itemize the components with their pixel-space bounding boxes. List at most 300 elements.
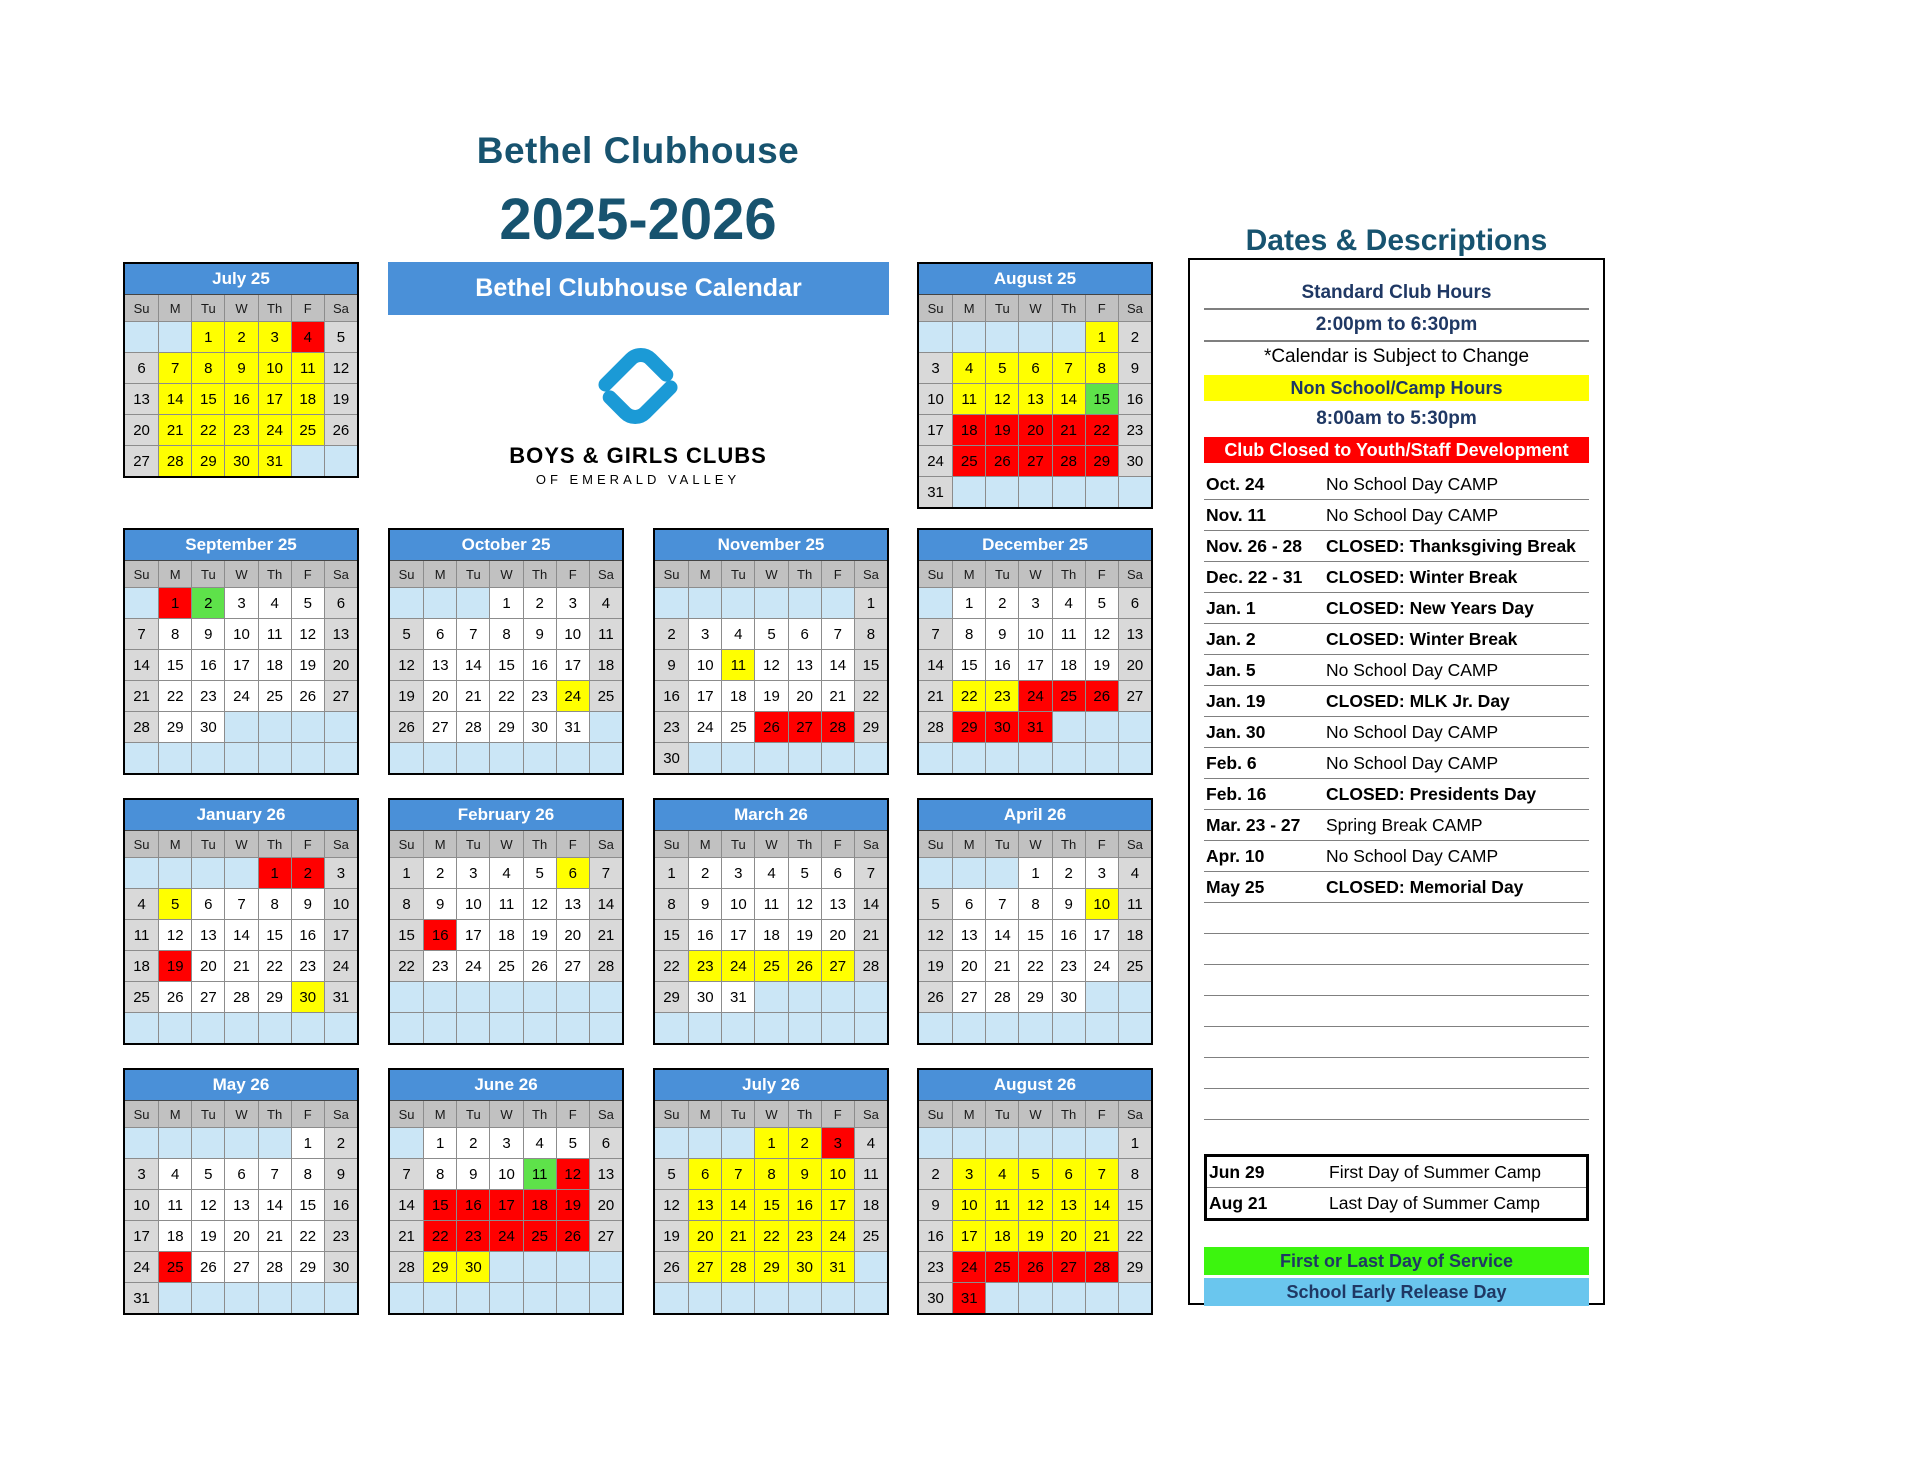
weekday-label: Su: [655, 831, 688, 857]
date-row: [1204, 593, 1589, 624]
day-cell: 21: [721, 1220, 754, 1251]
date-row: [1204, 841, 1589, 872]
day-cell: 20: [589, 1189, 622, 1220]
day-cell: 25: [952, 445, 985, 476]
weekday-label: W: [224, 295, 257, 321]
day-cell: 14: [456, 649, 489, 680]
day-cell: 4: [985, 1158, 1018, 1189]
day-cell: 11: [125, 919, 158, 950]
day-cell: 4: [721, 618, 754, 649]
day-cell: 22: [191, 414, 224, 445]
weekday-label: W: [754, 561, 787, 587]
blank-cell: [556, 981, 589, 1012]
date-description: CLOSED: Presidents Day: [1326, 783, 1537, 804]
day-grid: [125, 1127, 357, 1313]
weekday-label: M: [952, 295, 985, 321]
blank-cell: [1085, 742, 1118, 773]
blank-cell: [324, 711, 357, 742]
day-cell: 25: [1118, 950, 1151, 981]
blank-cell: [788, 1012, 821, 1043]
month-august-26: [917, 1068, 1153, 1315]
day-cell: 15: [291, 1189, 324, 1220]
blank-cell: [754, 1012, 787, 1043]
blank-cell: [854, 1282, 887, 1313]
blank-cell: [688, 742, 721, 773]
month-october-25: [388, 528, 624, 775]
day-cell: 12: [788, 888, 821, 919]
day-cell: 27: [423, 711, 456, 742]
day-cell: 25: [589, 680, 622, 711]
day-cell: 8: [291, 1158, 324, 1189]
day-cell: 18: [258, 649, 291, 680]
blank-cell: [788, 981, 821, 1012]
day-cell: 9: [191, 618, 224, 649]
blank-cell: [1018, 1282, 1051, 1313]
blank-cell: [158, 1127, 191, 1158]
blank-cell: [655, 587, 688, 618]
day-cell: 27: [224, 1251, 257, 1282]
blank-cell: [258, 1012, 291, 1043]
day-cell: 2: [1052, 857, 1085, 888]
weekday-label: Su: [919, 1101, 952, 1127]
day-cell: 3: [952, 1158, 985, 1189]
day-cell: 3: [556, 587, 589, 618]
date-label: May 25: [1206, 876, 1265, 897]
blank-cell: [324, 445, 357, 476]
day-cell: 19: [324, 383, 357, 414]
date-list: [1204, 469, 1589, 903]
day-cell: 28: [1052, 445, 1085, 476]
blank-cell: [821, 1012, 854, 1043]
day-cell: 8: [1085, 352, 1118, 383]
day-cell: 7: [1085, 1158, 1118, 1189]
day-cell: 23: [324, 1220, 357, 1251]
day-cell: 5: [191, 1158, 224, 1189]
blank-cell: [985, 476, 1018, 507]
day-cell: 24: [919, 445, 952, 476]
blank-cell: [390, 742, 423, 773]
day-cell: 2: [456, 1127, 489, 1158]
day-cell: 1: [191, 321, 224, 352]
weekday-label: W: [1018, 831, 1051, 857]
date-label: Jan. 5: [1206, 659, 1256, 680]
day-cell: 21: [456, 680, 489, 711]
blank-cell: [919, 857, 952, 888]
blank-cell: [1052, 1127, 1085, 1158]
day-cell: 26: [1018, 1251, 1051, 1282]
day-cell: 3: [456, 857, 489, 888]
non-school-hours-banner: Non School/Camp Hours: [1204, 375, 1589, 401]
day-cell: 19: [523, 919, 556, 950]
weekday-label: Th: [523, 1101, 556, 1127]
day-cell: 14: [224, 919, 257, 950]
day-cell: 27: [125, 445, 158, 476]
day-cell: 17: [1018, 649, 1051, 680]
day-cell: 23: [655, 711, 688, 742]
day-cell: 26: [191, 1251, 224, 1282]
day-cell: 6: [1018, 352, 1051, 383]
month-title: September 25: [125, 530, 357, 560]
day-cell: 16: [324, 1189, 357, 1220]
date-description: CLOSED: Memorial Day: [1326, 876, 1524, 897]
weekday-label: Tu: [985, 561, 1018, 587]
day-cell: 23: [523, 680, 556, 711]
day-cell: 20: [821, 919, 854, 950]
blank-cell: [191, 1012, 224, 1043]
day-cell: 24: [821, 1220, 854, 1251]
day-cell: 9: [788, 1158, 821, 1189]
day-cell: 15: [655, 919, 688, 950]
standard-hours-time: 2:00pm to 6:30pm: [1315, 314, 1478, 335]
day-cell: 14: [985, 919, 1018, 950]
day-cell: 30: [788, 1251, 821, 1282]
day-cell: 3: [224, 587, 257, 618]
day-cell: 12: [919, 919, 952, 950]
weekday-label: Sa: [589, 561, 622, 587]
day-cell: 7: [985, 888, 1018, 919]
blank-cell: [754, 1282, 787, 1313]
day-cell: 12: [985, 383, 1018, 414]
weekday-label: Su: [655, 1101, 688, 1127]
blank-cell: [985, 1127, 1018, 1158]
blank-cell: [390, 587, 423, 618]
day-cell: 9: [456, 1158, 489, 1189]
weekday-label: Th: [1052, 295, 1085, 321]
weekday-label: F: [556, 561, 589, 587]
blank-cell: [1085, 1282, 1118, 1313]
day-cell: 3: [821, 1127, 854, 1158]
day-cell: 5: [523, 857, 556, 888]
blank-cell: [1118, 981, 1151, 1012]
day-grid: [919, 321, 1151, 507]
day-cell: 11: [158, 1189, 191, 1220]
day-cell: 30: [456, 1251, 489, 1282]
day-cell: 13: [191, 919, 224, 950]
day-cell: 29: [258, 981, 291, 1012]
day-cell: 13: [688, 1189, 721, 1220]
day-cell: 6: [556, 857, 589, 888]
blank-cell: [456, 742, 489, 773]
day-cell: 26: [655, 1251, 688, 1282]
day-cell: 20: [324, 649, 357, 680]
day-cell: 30: [523, 711, 556, 742]
day-cell: 1: [1118, 1127, 1151, 1158]
blank-line: [1204, 996, 1589, 1027]
month-title: May 26: [125, 1070, 357, 1100]
blank-cell: [1018, 1012, 1051, 1043]
day-cell: 7: [125, 618, 158, 649]
blank-cell: [125, 587, 158, 618]
blank-cell: [523, 981, 556, 1012]
day-cell: 29: [952, 711, 985, 742]
day-cell: 3: [125, 1158, 158, 1189]
blank-cell: [523, 1282, 556, 1313]
day-cell: 24: [721, 950, 754, 981]
day-cell: 4: [589, 587, 622, 618]
day-cell: 27: [821, 950, 854, 981]
day-cell: 4: [125, 888, 158, 919]
day-cell: 22: [158, 680, 191, 711]
day-cell: 6: [224, 1158, 257, 1189]
date-row: [1204, 624, 1589, 655]
weekday-header-row: [919, 830, 1151, 857]
weekday-label: Th: [1052, 831, 1085, 857]
day-cell: 7: [919, 618, 952, 649]
day-cell: 18: [523, 1189, 556, 1220]
day-cell: 8: [1018, 888, 1051, 919]
blank-cell: [985, 742, 1018, 773]
blank-cell: [952, 1127, 985, 1158]
blank-cell: [1018, 321, 1051, 352]
day-cell: 17: [224, 649, 257, 680]
day-cell: 1: [423, 1127, 456, 1158]
day-cell: 18: [1118, 919, 1151, 950]
day-cell: 5: [985, 352, 1018, 383]
weekday-label: W: [489, 561, 522, 587]
date-row: [1204, 531, 1589, 562]
day-cell: 9: [291, 888, 324, 919]
day-cell: 11: [1052, 618, 1085, 649]
day-cell: 17: [258, 383, 291, 414]
blank-cell: [589, 711, 622, 742]
day-cell: 16: [985, 649, 1018, 680]
day-cell: 11: [589, 618, 622, 649]
blank-cell: [589, 1251, 622, 1282]
day-cell: 9: [324, 1158, 357, 1189]
blank-cell: [1118, 1012, 1151, 1043]
weekday-label: Tu: [191, 561, 224, 587]
day-cell: 15: [854, 649, 887, 680]
blank-cell: [919, 1012, 952, 1043]
weekday-label: Sa: [589, 1101, 622, 1127]
day-cell: 1: [854, 587, 887, 618]
blank-cell: [324, 1012, 357, 1043]
blank-cell: [721, 742, 754, 773]
blank-cell: [423, 587, 456, 618]
day-cell: 6: [788, 618, 821, 649]
weekday-header-row: [919, 1100, 1151, 1127]
day-cell: 31: [821, 1251, 854, 1282]
date-description: No School Day CAMP: [1326, 721, 1499, 742]
date-label: Feb. 6: [1206, 752, 1257, 773]
month-march-26: [653, 798, 889, 1045]
month-title: July 26: [655, 1070, 887, 1100]
day-cell: 17: [456, 919, 489, 950]
blank-cell: [952, 857, 985, 888]
day-grid: [919, 857, 1151, 1043]
day-cell: 4: [291, 321, 324, 352]
day-cell: 20: [556, 919, 589, 950]
day-cell: 18: [754, 919, 787, 950]
blank-cell: [721, 1012, 754, 1043]
day-cell: 8: [489, 618, 522, 649]
day-cell: 20: [788, 680, 821, 711]
blank-cell: [1118, 1282, 1151, 1313]
weekday-label: Th: [258, 295, 291, 321]
weekday-label: Su: [390, 561, 423, 587]
day-cell: 7: [224, 888, 257, 919]
day-cell: 31: [721, 981, 754, 1012]
date-description: No School Day CAMP: [1326, 473, 1499, 494]
blank-cell: [919, 742, 952, 773]
blank-cell: [390, 1127, 423, 1158]
day-cell: 27: [589, 1220, 622, 1251]
day-cell: 14: [1085, 1189, 1118, 1220]
day-cell: 2: [191, 587, 224, 618]
boys-girls-clubs-logo: [553, 336, 723, 436]
day-cell: 22: [1085, 414, 1118, 445]
day-cell: 12: [523, 888, 556, 919]
day-cell: 20: [688, 1220, 721, 1251]
day-cell: 26: [158, 981, 191, 1012]
day-cell: 17: [721, 919, 754, 950]
weekday-label: Su: [125, 561, 158, 587]
day-cell: 18: [489, 919, 522, 950]
date-description: Spring Break CAMP: [1326, 814, 1483, 835]
blank-cell: [489, 1012, 522, 1043]
day-cell: 16: [224, 383, 257, 414]
day-cell: 9: [688, 888, 721, 919]
day-cell: 6: [688, 1158, 721, 1189]
blank-cell: [919, 587, 952, 618]
day-cell: 24: [224, 680, 257, 711]
day-cell: 17: [952, 1220, 985, 1251]
logo-text-secondary: OF EMERALD VALLEY: [535, 472, 741, 487]
blank-cell: [1052, 742, 1085, 773]
logo-text-primary: BOYS & GIRLS CLUBS: [509, 443, 767, 468]
blank-cell: [258, 1282, 291, 1313]
blank-cell: [1018, 1127, 1051, 1158]
day-cell: 25: [523, 1220, 556, 1251]
day-cell: 13: [1052, 1189, 1085, 1220]
day-cell: 27: [191, 981, 224, 1012]
blank-cell: [754, 587, 787, 618]
day-cell: 28: [158, 445, 191, 476]
day-cell: 19: [985, 414, 1018, 445]
blank-cell: [324, 742, 357, 773]
day-cell: 8: [1118, 1158, 1151, 1189]
day-cell: 12: [655, 1189, 688, 1220]
day-cell: 2: [423, 857, 456, 888]
dates-descriptions-title: Dates & Descriptions: [1245, 224, 1548, 257]
blank-cell: [821, 981, 854, 1012]
day-cell: 17: [1085, 919, 1118, 950]
blank-cell: [854, 1012, 887, 1043]
day-cell: 2: [224, 321, 257, 352]
day-cell: 11: [1118, 888, 1151, 919]
day-cell: 16: [523, 649, 556, 680]
day-cell: 2: [919, 1158, 952, 1189]
blank-cell: [1018, 742, 1051, 773]
weekday-label: Tu: [456, 831, 489, 857]
day-cell: 21: [1085, 1220, 1118, 1251]
day-cell: 19: [655, 1220, 688, 1251]
date-description: First Day of Summer Camp: [1329, 1161, 1541, 1182]
blank-cell: [985, 857, 1018, 888]
day-cell: 16: [688, 919, 721, 950]
blank-line: [1204, 965, 1589, 996]
day-cell: 11: [754, 888, 787, 919]
day-cell: 21: [821, 680, 854, 711]
day-cell: 19: [291, 649, 324, 680]
blank-cell: [655, 1127, 688, 1158]
day-cell: 14: [390, 1189, 423, 1220]
weekday-label: Th: [788, 831, 821, 857]
weekday-label: Su: [125, 831, 158, 857]
day-cell: 11: [985, 1189, 1018, 1220]
day-cell: 12: [556, 1158, 589, 1189]
day-cell: 24: [952, 1251, 985, 1282]
day-cell: 3: [489, 1127, 522, 1158]
day-cell: 6: [1052, 1158, 1085, 1189]
blank-cell: [125, 857, 158, 888]
blank-line: [1204, 1089, 1589, 1120]
day-cell: 30: [224, 445, 257, 476]
weekday-label: Tu: [191, 831, 224, 857]
date-label: Dec. 22 - 31: [1206, 566, 1303, 587]
day-grid: [125, 857, 357, 1043]
day-cell: 18: [952, 414, 985, 445]
day-cell: 24: [324, 950, 357, 981]
blank-lines: [1204, 903, 1589, 1120]
weekday-label: M: [423, 831, 456, 857]
day-cell: 13: [821, 888, 854, 919]
blank-cell: [854, 981, 887, 1012]
day-cell: 1: [158, 587, 191, 618]
day-cell: 25: [721, 711, 754, 742]
day-cell: 16: [1052, 919, 1085, 950]
blank-cell: [1085, 476, 1118, 507]
day-cell: 19: [754, 680, 787, 711]
day-cell: 14: [919, 649, 952, 680]
day-cell: 23: [1052, 950, 1085, 981]
month-may-26: [123, 1068, 359, 1315]
blank-cell: [158, 742, 191, 773]
day-cell: 14: [258, 1189, 291, 1220]
date-row: [1204, 655, 1589, 686]
day-cell: 29: [291, 1251, 324, 1282]
day-cell: 21: [854, 919, 887, 950]
day-cell: 5: [919, 888, 952, 919]
weekday-label: Sa: [589, 831, 622, 857]
day-cell: 31: [919, 476, 952, 507]
day-cell: 24: [688, 711, 721, 742]
weekday-label: Sa: [1118, 295, 1151, 321]
day-cell: 25: [158, 1251, 191, 1282]
weekday-header-row: [919, 294, 1151, 321]
month-title: June 26: [390, 1070, 622, 1100]
date-label: Mar. 23 - 27: [1206, 814, 1301, 835]
blank-cell: [291, 742, 324, 773]
day-cell: 8: [390, 888, 423, 919]
day-cell: 26: [390, 711, 423, 742]
day-cell: 12: [754, 649, 787, 680]
day-cell: 6: [423, 618, 456, 649]
day-cell: 20: [125, 414, 158, 445]
blank-cell: [1085, 1012, 1118, 1043]
day-cell: 9: [523, 618, 556, 649]
date-label: Jan. 1: [1206, 597, 1256, 618]
blank-cell: [589, 1282, 622, 1313]
weekday-label: Th: [258, 831, 291, 857]
day-cell: 21: [390, 1220, 423, 1251]
day-cell: 22: [390, 950, 423, 981]
weekday-label: Su: [390, 1101, 423, 1127]
day-cell: 17: [821, 1189, 854, 1220]
day-cell: 18: [589, 649, 622, 680]
club-title: Bethel Clubhouse: [476, 130, 800, 171]
blank-cell: [721, 1282, 754, 1313]
